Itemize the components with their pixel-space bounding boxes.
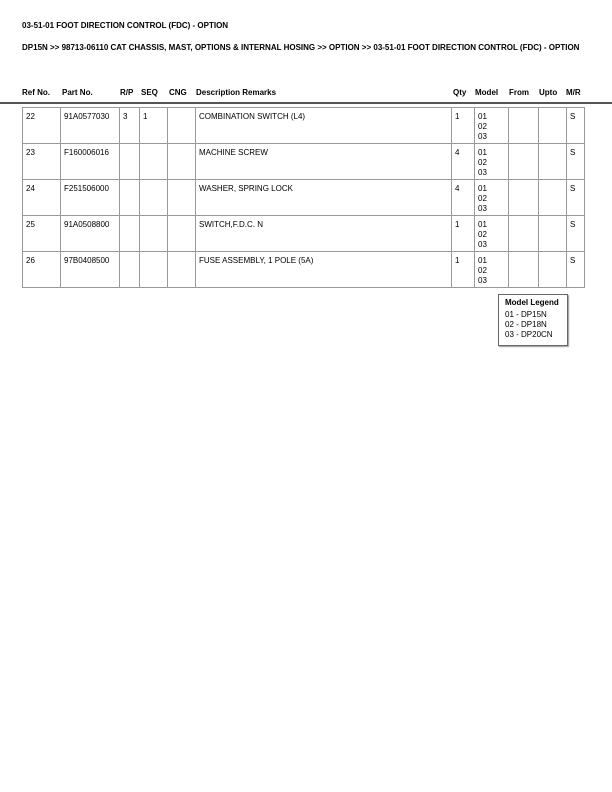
cell-mr: S: [567, 252, 585, 288]
legend-item: 03 - DP20CN: [505, 330, 553, 339]
cell-cng: [168, 216, 196, 252]
cell-part: F251506000: [61, 180, 120, 216]
legend-title: Model Legend: [505, 298, 559, 307]
header-ref: Ref No.: [22, 88, 50, 97]
model-code: 02: [478, 158, 487, 167]
model-code: 01: [478, 220, 487, 229]
model-code: 03: [478, 204, 487, 213]
page-title: 03-51-01 FOOT DIRECTION CONTROL (FDC) - OPTION: [22, 21, 229, 30]
cell-models: [475, 144, 509, 180]
cell-mr: S: [567, 180, 585, 216]
cell-part: 91A0577030: [61, 108, 120, 144]
cell-desc: SWITCH,F.D.C. N: [196, 216, 452, 252]
header-model: Model: [475, 88, 499, 97]
cell-part: 97B0408500: [61, 252, 120, 288]
cell-desc: COMBINATION SWITCH (L4): [196, 108, 452, 144]
model-code: 03: [478, 168, 487, 177]
table-row: [23, 144, 585, 180]
cell-rp: 3: [120, 108, 140, 144]
model-code: 02: [478, 122, 487, 131]
cell-upto: [539, 144, 567, 180]
cell-seq: [140, 216, 168, 252]
model-code: 02: [478, 230, 487, 239]
cell-upto: [539, 216, 567, 252]
cell-from: [509, 144, 539, 180]
table-row: [23, 216, 585, 252]
cell-ref: 24: [23, 180, 61, 216]
cell-desc: WASHER, SPRING LOCK: [196, 180, 452, 216]
cell-cng: [168, 180, 196, 216]
legend-item: 02 - DP18N: [505, 320, 547, 329]
table-row: [23, 108, 585, 144]
header-qty: Qty: [453, 88, 467, 97]
model-code: 03: [478, 240, 487, 249]
cell-rp: [120, 180, 140, 216]
header-from: From: [509, 88, 529, 97]
cell-cng: [168, 108, 196, 144]
cell-mr: S: [567, 144, 585, 180]
parts-table: [22, 107, 585, 288]
cell-models: [475, 108, 509, 144]
model-legend: [498, 294, 568, 346]
cell-ref: 23: [23, 144, 61, 180]
cell-part: 91A0508800: [61, 216, 120, 252]
legend-item: 01 - DP15N: [505, 310, 547, 319]
cell-models: [475, 252, 509, 288]
cell-seq: 1: [140, 108, 168, 144]
cell-seq: [140, 180, 168, 216]
cell-upto: [539, 180, 567, 216]
header-cng: CNG: [169, 88, 187, 97]
header-seq: SEQ: [141, 88, 158, 97]
cell-qty: 4: [452, 180, 475, 216]
cell-ref: 25: [23, 216, 61, 252]
cell-qty: 1: [452, 108, 475, 144]
cell-desc: MACHINE SCREW: [196, 144, 452, 180]
cell-qty: 1: [452, 252, 475, 288]
breadcrumb: DP15N >> 98713-06110 CAT CHASSIS, MAST, OPTIONS & INTERNAL HOSING >> OPTION >> 03-51-01 FOOT DIRECTION CONTROL (FDC) - OPTION: [22, 43, 580, 52]
cell-desc: FUSE ASSEMBLY, 1 POLE (5A): [196, 252, 452, 288]
header-rp: R/P: [120, 88, 134, 97]
cell-ref: 26: [23, 252, 61, 288]
cell-rp: [120, 216, 140, 252]
cell-from: [509, 216, 539, 252]
header-desc: Description Remarks: [196, 88, 277, 97]
model-code: 01: [478, 112, 487, 121]
model-code: 01: [478, 148, 487, 157]
model-code: 01: [478, 256, 487, 265]
cell-from: [509, 252, 539, 288]
model-code: 03: [478, 132, 487, 141]
cell-from: [509, 180, 539, 216]
model-code: 02: [478, 266, 487, 275]
model-code: 01: [478, 184, 487, 193]
cell-rp: [120, 144, 140, 180]
cell-mr: S: [567, 108, 585, 144]
cell-seq: [140, 144, 168, 180]
header-upto: Upto: [539, 88, 558, 97]
header-mr: M/R: [566, 88, 581, 97]
cell-part: F160006016: [61, 144, 120, 180]
header-part: Part No.: [62, 88, 93, 97]
header-divider: [0, 102, 612, 104]
cell-upto: [539, 108, 567, 144]
cell-mr: S: [567, 216, 585, 252]
cell-models: [475, 216, 509, 252]
cell-cng: [168, 144, 196, 180]
cell-qty: 4: [452, 144, 475, 180]
cell-seq: [140, 252, 168, 288]
model-code: 02: [478, 194, 487, 203]
table-row: [23, 252, 585, 288]
cell-ref: 22: [23, 108, 61, 144]
cell-cng: [168, 252, 196, 288]
table-row: [23, 180, 585, 216]
cell-from: [509, 108, 539, 144]
cell-upto: [539, 252, 567, 288]
cell-rp: [120, 252, 140, 288]
cell-qty: 1: [452, 216, 475, 252]
model-code: 03: [478, 276, 487, 285]
cell-models: [475, 180, 509, 216]
